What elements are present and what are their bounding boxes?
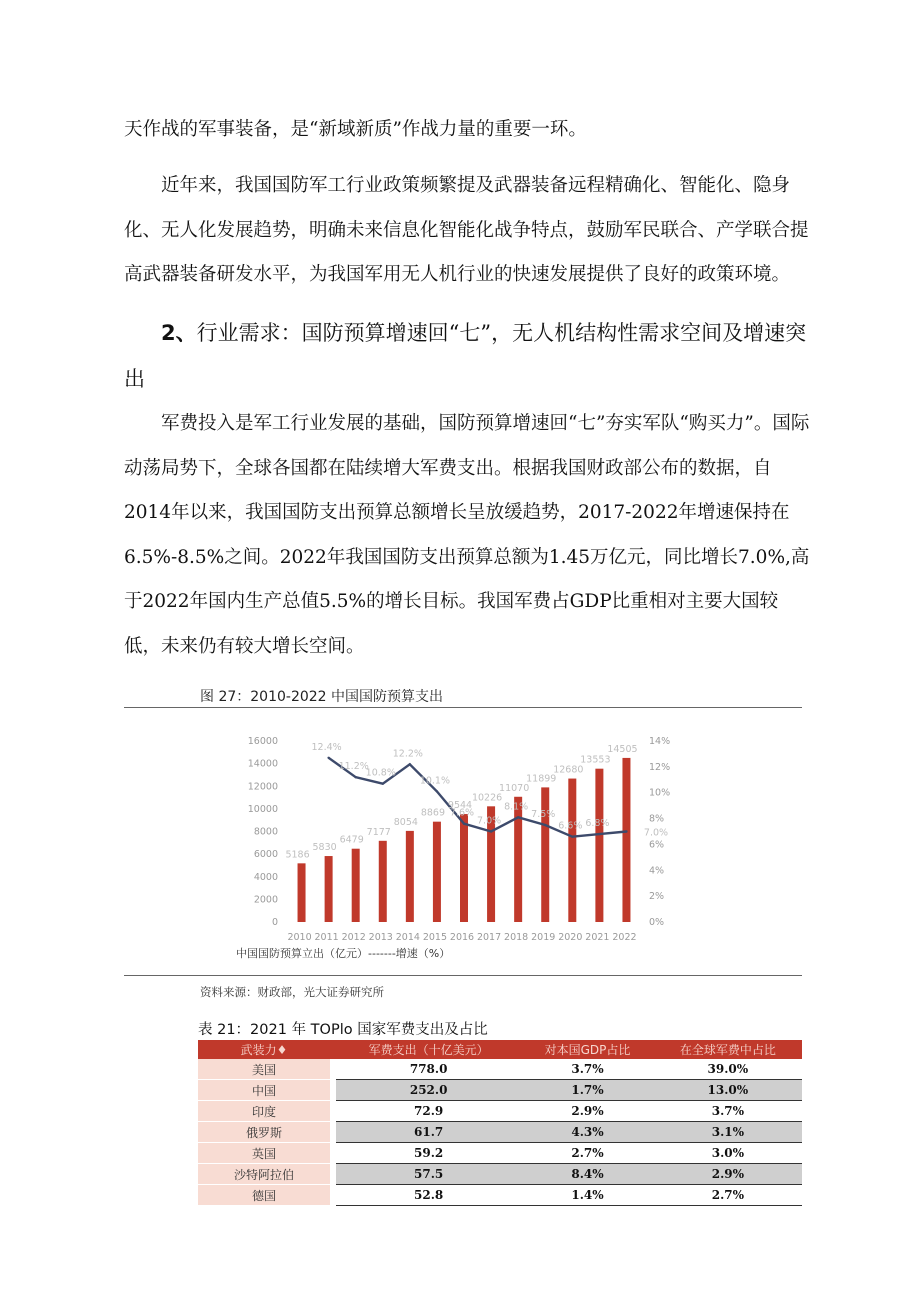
section-heading — [124, 310, 814, 402]
growth-point — [409, 763, 411, 765]
section-number: 2、 — [161, 321, 197, 345]
right-axis-tick: 0% — [649, 917, 665, 928]
x-axis-tick: 2018 — [504, 932, 529, 943]
figure-top-rule — [124, 707, 802, 708]
header-gdp: 对本国GDP占比 — [521, 1040, 653, 1059]
growth-point — [544, 824, 546, 826]
left-axis-tick: 12000 — [247, 781, 278, 793]
bar — [325, 856, 333, 922]
x-axis-tick: 2013 — [368, 932, 393, 943]
right-axis-tick: 12% — [649, 761, 670, 773]
figure-bottom-rule — [124, 975, 802, 976]
share-cell: 2.7% — [654, 1185, 802, 1206]
bar-value-label: 7177 — [366, 826, 391, 838]
growth-label: 10.8% — [365, 767, 396, 779]
spend-cell: 59.2 — [336, 1143, 521, 1164]
gdp-cell: 2.7% — [521, 1143, 653, 1164]
gdp-cell: 1.4% — [521, 1185, 653, 1206]
growth-point — [436, 790, 438, 792]
header-spend: 军费支出（十亿美元） — [336, 1040, 521, 1059]
growth-label: 10.1% — [419, 775, 451, 787]
bar-value-label: 14505 — [607, 743, 638, 755]
growth-point — [571, 835, 573, 837]
country-cell: 英国 — [198, 1143, 330, 1164]
growth-label: 7.0% — [477, 815, 502, 827]
growth-point — [327, 757, 329, 759]
section-heading-text: 行业需求：国防预算增速回“七”，无人机结构性需求空间及增速突出 — [124, 321, 807, 391]
x-axis-tick: 2014 — [395, 932, 420, 943]
bar — [352, 849, 360, 922]
bar-value-label: 5830 — [312, 842, 337, 854]
country-cell: 德国 — [198, 1185, 330, 1206]
share-cell: 39.0% — [654, 1059, 802, 1080]
country-cell: 俄罗斯 — [198, 1122, 330, 1143]
growth-label: 12.4% — [311, 741, 342, 753]
x-axis-tick: 2022 — [612, 932, 637, 943]
gdp-cell: 1.7% — [521, 1080, 653, 1101]
bar — [541, 787, 549, 922]
share-cell: 3.0% — [654, 1143, 802, 1164]
x-axis-tick: 2011 — [314, 932, 339, 943]
x-axis-tick: 2020 — [558, 932, 583, 943]
country-cell: 印度 — [198, 1101, 330, 1122]
figure-source: 资料来源：财政部，光大证券研究所 — [200, 985, 384, 999]
growth-label: 6.6% — [558, 820, 583, 832]
bar-value-label: 13553 — [580, 754, 611, 766]
bar-value-label: 10226 — [471, 792, 503, 804]
right-axis-tick: 8% — [649, 813, 665, 825]
bar-value-label: 5186 — [285, 849, 310, 861]
share-cell: 3.7% — [654, 1101, 802, 1122]
bar — [379, 841, 387, 922]
paragraph-1: 天作战的军事装备，是“新域新质”作战力量的重要一环。 — [124, 119, 587, 140]
right-axis-tick: 14% — [649, 736, 670, 747]
growth-point — [625, 830, 627, 832]
left-axis-tick: 16000 — [247, 736, 278, 747]
growth-label: 7.6% — [449, 807, 475, 819]
x-axis-tick: 2017 — [476, 932, 502, 943]
x-axis-tick: 2019 — [531, 932, 556, 943]
gdp-cell: 8.4% — [521, 1164, 653, 1185]
table-row — [198, 1143, 802, 1164]
growth-label: 7.0% — [643, 827, 669, 839]
right-axis-tick: 4% — [649, 865, 665, 877]
x-axis-tick: 2015 — [422, 932, 448, 943]
growth-label: 12.2% — [392, 748, 423, 760]
gdp-cell: 2.9% — [521, 1101, 653, 1122]
spend-cell: 52.8 — [336, 1185, 521, 1206]
share-cell: 13.0% — [654, 1080, 802, 1101]
growth-point — [382, 782, 384, 784]
bar-value-label: 11899 — [526, 773, 557, 785]
spend-cell: 252.0 — [336, 1080, 521, 1101]
bar — [460, 814, 468, 922]
bar — [406, 831, 414, 922]
bar — [298, 863, 306, 922]
growth-point — [463, 823, 465, 825]
share-cell: 2.9% — [654, 1164, 802, 1185]
bar-value-label: 8869 — [420, 807, 446, 819]
gdp-cell: 3.7% — [521, 1059, 653, 1080]
table-row — [198, 1164, 802, 1185]
x-axis-tick: 2012 — [341, 932, 366, 943]
table-row — [198, 1059, 802, 1080]
left-axis-tick: 2000 — [253, 894, 278, 906]
left-axis-tick: 8000 — [253, 826, 278, 838]
x-axis-tick: 2010 — [287, 932, 312, 943]
table-header-row — [198, 1040, 802, 1059]
bar-value-label: 8054 — [393, 816, 418, 828]
left-axis-tick: 4000 — [253, 871, 278, 883]
left-axis-tick: 6000 — [253, 849, 278, 861]
left-axis-tick: 14000 — [247, 758, 278, 770]
bar — [433, 822, 441, 922]
defense-budget-chart — [230, 728, 670, 944]
growth-point — [517, 816, 519, 818]
table-row — [198, 1185, 802, 1206]
bar-value-label: 12680 — [553, 764, 584, 776]
country-cell: 沙特阿拉伯 — [198, 1164, 330, 1185]
country-cell: 中国 — [198, 1080, 330, 1101]
bar — [568, 779, 576, 922]
bar — [595, 769, 603, 922]
bar-value-label: 11070 — [499, 782, 530, 794]
bar — [622, 758, 630, 922]
spend-cell: 61.7 — [336, 1122, 521, 1143]
growth-point — [598, 833, 600, 835]
country-cell: 美国 — [198, 1059, 330, 1080]
paragraph-3: 军费投入是军工行业发展的基础，国防预算增速回“七”夯实军队“购买力”。国际动荡局势下，全球各国都在陆续增大军费支出。根据我国财政部公布的数据，自2014年以来，我国国防支出预算总额增长呈放缓趋势，2017-2022年增速保持在6.5%-8.5%之间。2022年我国国防支出预算总额为1.45万亿元，同比增长7.0%,高于2022年国内生产总值5.5%的增长目标。我国军费占GDP比重相对主要大国较低，未来仍有较大增长空间。 — [124, 413, 810, 657]
growth-label: 11.2% — [338, 761, 369, 773]
spend-cell: 72.9 — [336, 1101, 521, 1122]
share-cell: 3.1% — [654, 1122, 802, 1143]
spend-cell: 778.0 — [336, 1059, 521, 1080]
right-axis-tick: 6% — [649, 839, 665, 851]
header-country: 武装力♦ — [198, 1040, 330, 1059]
paragraph-2: 近年来，我国国防军工行业政策频繁提及武器装备远程精确化、智能化、隐身化、无人化发展趋势，明确未来信息化智能化战争特点，鼓励军民联合、产学联合提高武器装备研发水平，为我国军用无人机行业的快速发展提供了良好的政策环境。 — [124, 175, 809, 286]
bar — [514, 797, 522, 922]
table-row — [198, 1080, 802, 1101]
military-spending-table — [198, 1040, 802, 1206]
header-share: 在全球军费中占比 — [654, 1040, 802, 1059]
growth-label: 6.8% — [585, 818, 610, 830]
growth-label: 7.5% — [531, 809, 556, 821]
table-row — [198, 1122, 802, 1143]
left-axis-tick: 10000 — [247, 803, 278, 815]
x-axis-tick: 2021 — [585, 932, 610, 943]
chart-legend: 中国国防预算立出（亿元）-------增速（%） — [236, 947, 451, 960]
table-title: 表 21：2021 年 TOPlo 国家军费支出及占比 — [198, 1022, 488, 1038]
growth-point — [490, 830, 492, 832]
gdp-cell: 4.3% — [521, 1122, 653, 1143]
right-axis-tick: 10% — [649, 787, 670, 799]
growth-label: 8.1% — [504, 801, 529, 813]
figure-title: 图 27：2010-2022 中国国防预算支出 — [200, 689, 444, 705]
left-axis-tick: 0 — [271, 917, 278, 928]
growth-point — [354, 776, 356, 778]
bar-value-label: 9544 — [447, 800, 473, 812]
bar-value-label: 6479 — [339, 834, 364, 846]
x-axis-tick: 2016 — [449, 932, 475, 943]
table-row — [198, 1101, 802, 1122]
right-axis-tick: 2% — [649, 891, 665, 903]
spend-cell: 57.5 — [336, 1164, 521, 1185]
